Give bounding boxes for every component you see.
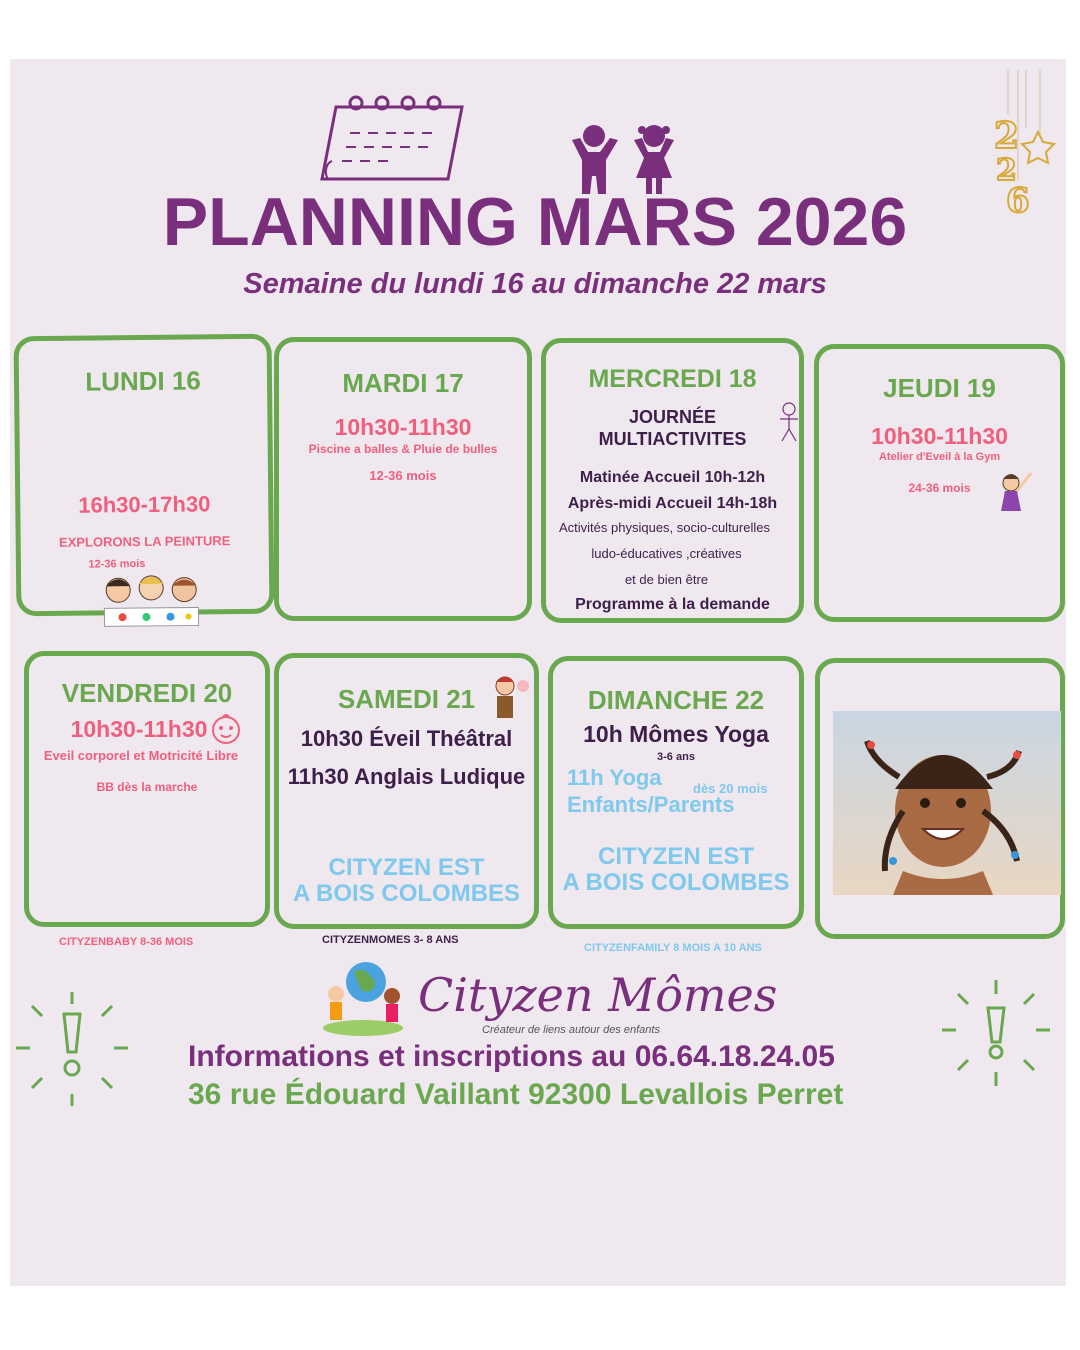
globe-kids-logo <box>318 960 408 1036</box>
dimanche-age2: dès 20 mois <box>693 781 768 796</box>
card-samedi <box>274 653 539 929</box>
dimanche-yoga1: 11h Yoga <box>567 765 662 790</box>
page-title: PLANNING MARS 2026 <box>162 184 908 260</box>
day-title-jeudi: JEUDI 19 <box>883 373 996 403</box>
child-photo <box>833 711 1061 895</box>
contact-phone-line: Informations et inscriptions au 06.64.18.24.05 <box>188 1040 835 1073</box>
time-mardi: 10h30-11h30 <box>334 414 472 440</box>
time-jeudi: 10h30-11h30 <box>871 423 1008 449</box>
mercredi-line2: MULTIACTIVITES <box>598 429 747 449</box>
day-title-lundi: LUNDI 16 <box>85 365 201 397</box>
svg-text:6: 6 <box>1006 181 1030 215</box>
brand-name: Cityzen Mômes <box>418 968 778 1022</box>
exclamation-icon <box>14 990 130 1108</box>
brand-tagline: Créateur de liens autour des enfants <box>482 1024 660 1036</box>
mercredi-desc1: Activités physiques, socio-culturelles <box>559 520 770 535</box>
age-jeudi: 24-36 mois <box>908 481 971 495</box>
samedi-notice1: CITYZEN EST <box>328 854 485 881</box>
dimanche-line1: 10h Mômes Yoga <box>583 721 769 747</box>
card-photo <box>815 658 1065 939</box>
day-title-samedi: SAMEDI 21 <box>337 684 476 714</box>
day-title-vendredi: VENDREDI 20 <box>61 678 233 708</box>
exclamation-icon <box>940 978 1054 1088</box>
age-vendredi: BB dès la marche <box>96 780 198 794</box>
mercredi-desc2: ludo-éducatives ,créatives <box>591 546 742 561</box>
baby-face-icon <box>209 713 243 745</box>
card-mercredi <box>541 338 804 623</box>
footer-baby: CITYZENBABY 8-36 MOIS <box>59 936 194 948</box>
samedi-line1: 10h30 Éveil Théâtral <box>300 726 513 751</box>
card-mardi <box>274 337 532 621</box>
time-lundi: 16h30-17h30 <box>78 491 211 518</box>
card-vendredi <box>24 651 270 927</box>
calendar-icon <box>316 93 468 185</box>
mercredi-line1: JOURNÉE <box>628 407 717 427</box>
activity-jeudi: Atelier d'Eveil à la Gym <box>878 451 1001 463</box>
painting-kids-icon <box>96 569 207 628</box>
mercredi-morning: Matinée Accueil 10h-12h <box>579 469 766 486</box>
dimanche-notice1: CITYZEN EST <box>597 843 754 870</box>
puppet-icon <box>491 674 531 728</box>
child-doodle-icon <box>778 401 800 443</box>
dimanche-age1: 3-6 ans <box>657 751 695 763</box>
day-title-mercredi: MERCREDI 18 <box>588 365 757 393</box>
card-jeudi <box>814 344 1065 622</box>
footer-momes: CITYZENMOMES 3- 8 ANS <box>322 934 459 946</box>
activity-lundi: EXPLORONS LA PEINTURE <box>58 533 231 550</box>
time-vendredi: 10h30-11h30 <box>70 716 208 742</box>
samedi-line2: 11h30 Anglais Ludique <box>287 764 526 789</box>
card-lundi <box>14 334 275 617</box>
svg-text:2: 2 <box>996 153 1017 188</box>
mercredi-program: Programme à la demande <box>575 596 770 613</box>
day-title-mardi: MARDI 17 <box>342 368 464 398</box>
mercredi-afternoon: Après-midi Accueil 14h-18h <box>567 495 778 512</box>
page-subtitle: Semaine du lundi 16 au dimanche 22 mars <box>243 268 827 300</box>
activity-vendredi: Eveil corporel et Motricité Libre <box>43 748 239 763</box>
day-title-dimanche: DIMANCHE 22 <box>587 685 765 715</box>
samedi-notice2: A BOIS COLOMBES <box>292 880 521 907</box>
gym-child-icon <box>993 467 1037 517</box>
age-lundi: 12-36 mois <box>88 557 146 571</box>
dimanche-yoga2: Enfants/Parents <box>567 792 735 817</box>
card-dimanche <box>548 656 804 929</box>
year-2026-ornament <box>988 70 1060 215</box>
svg-text:2: 2 <box>994 115 1020 157</box>
contact-address-line: 36 rue Édouard Vaillant 92300 Levallois Perret <box>188 1078 844 1111</box>
age-mardi: 12-36 mois <box>369 468 437 483</box>
mercredi-desc3: et de bien être <box>624 572 709 587</box>
activity-mardi: Piscine a balles & Pluie de bulles <box>308 442 498 456</box>
footer-family: CITYZENFAMILY 8 MOIS A 10 ANS <box>584 942 762 954</box>
dimanche-notice2: A BOIS COLOMBES <box>562 869 790 896</box>
